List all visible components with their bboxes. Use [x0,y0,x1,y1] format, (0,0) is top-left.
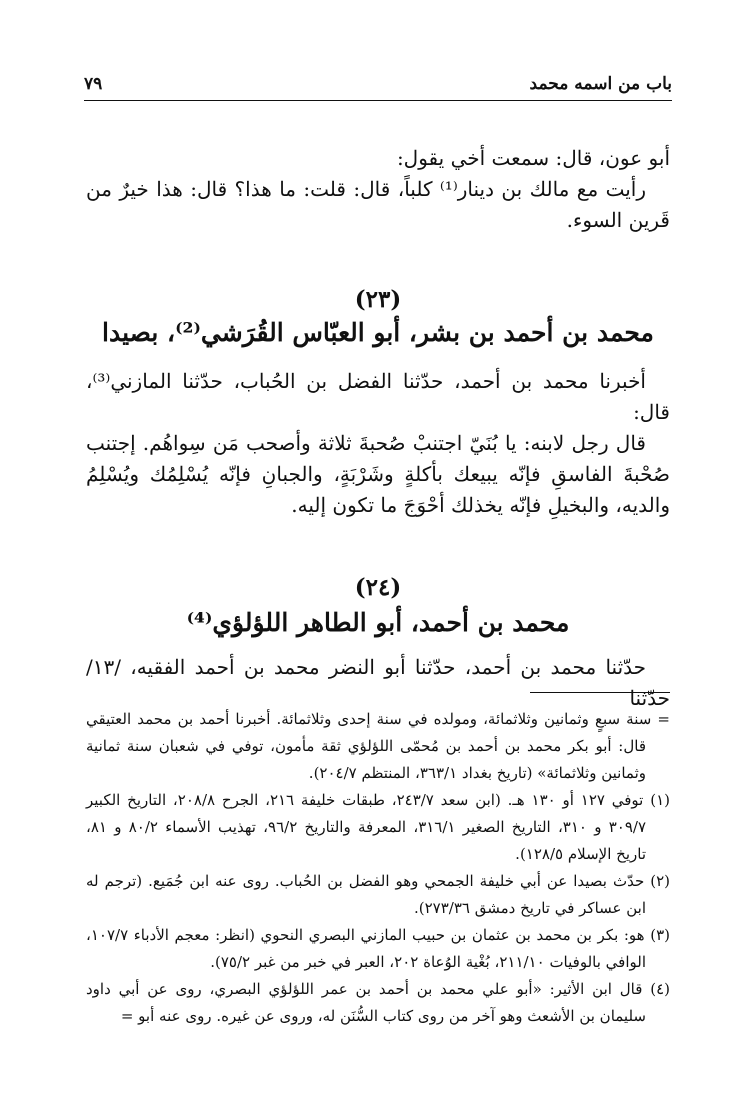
entry-24-number: (٢٤) [354,574,402,601]
footnote-mark: (١) [650,791,670,809]
entry-23-number: (٢٣) [354,286,402,313]
footnote-mark: = [657,710,670,728]
footnote-mark: (٤) [650,980,670,998]
entry-23-text: قال رجل لابنه: يا بُنَيّ اجتنبْ صُحبةَ ثلاثة وأصحب مَن سِواهُم. إجتنب صُحْبةَ الفاسقِ فإنّه يبيعك بأكلةٍ وشَرْبَةٍ، والجبانِ فإنّه يُسْلِمُك ويُسْلِمُ والديه، والبخيلِ فإنّه يخذلك أحْوَجَ ما تكون إليه. [86,431,670,517]
footnote-mark: (٢) [650,872,670,890]
footnote-text: هو: بكر بن محمد بن عثمان بن حبيب المازني البصري النحوي (انظر: معجم الأدباء ١٠٧/٧، الوافي بالوفيات ٢١١/١٠، بُغْية الوُعاة ٢٠٢، العبر في خبر من غبر ٧٥/٢). [86,926,646,971]
entry-23-isnad: أخبرنا محمد بن أحمد، حدّثنا الفضل بن الحُباب، حدّثنا المازني⁽³⁾، قال: [86,369,670,424]
footnote-rule [530,692,670,693]
running-head [84,74,672,98]
entry-24-body [86,652,670,714]
header-rule [84,100,672,101]
page-number: ٧٩ [84,74,103,94]
intro-paragraph: رأيت مع مالك بن دينار⁽¹⁾ كلباً، قال: قلت: ما هذا؟ قال: هذا خيرٌ من قَرين السوء. [86,177,670,232]
chapter-title: باب من اسمه محمد [529,74,672,94]
footnote-text: قال ابن الأثير: «أبو علي محمد بن أحمد بن عمر اللؤلؤي البصري، روى عن أبي داود سليمان بن الأشعث وهو آخر من روى كتاب السُّنَن له، وروى عن غيره. روى عنه أبو = [86,980,646,1025]
entry-23-title: محمد بن أحمد بن بشر، أبو العبّاس القُرَشي⁽²⁾، بصيدا [102,318,654,347]
intro-line: أبو عون، قال: سمعت أخي يقول: [396,146,670,170]
footnote-3 [86,922,670,976]
footnote-text: سنة سبعٍ وثمانين وثلاثمائة، ومولده في سنة إحدى وثلاثمائة. أخبرنا أحمد بن محمد العتيقي قال: أبو بكر محمد بن أحمد بن مُحمّى اللؤلؤي ثقة مأمون، توفي في شعبان سنة ثمانية وثمانين وثلاثمائة» (تاريخ بغداد ٣٦٣/١، المنتظم ٢٠٤/٧). [86,710,652,782]
footnote-1 [86,787,670,868]
entry-24-isnad: حدّثنا محمد بن أحمد، حدّثنا أبو النضر محمد بن أحمد الفقيه، /١٣/ حدّثنا [86,655,670,710]
entry-24-title: محمد بن أحمد، أبو الطاهر اللؤلؤي⁽⁴⁾ [186,608,570,637]
footnote-2 [86,868,670,922]
footnote-mark: (٣) [650,926,670,944]
footnote-text: توفي ١٢٧ أو ١٣٠ هـ. (ابن سعد ٢٤٣/٧، طبقات خليفة ٢١٦، الجرح ٢٠٨/٨، التاريخ الكبير ٣٠٩/٧ و ٣١٠، التاريخ الصغير ٣١٦/١، المعرفة والتاريخ ٩٦/٢، تهذيب الأسماء ٨٠/٢ و ٨١، تاريخ الإسلام ١٢٨/٥). [86,791,647,863]
footnotes [86,706,670,1030]
entry-23-body [86,366,670,521]
intro-block [86,143,670,236]
footnote-continued [86,706,670,787]
footnote-text: حدّث بصيدا عن أبي خليفة الجمحي وهو الفضل بن الحُباب. روى عنه ابن جُمَيع. (ترجم له ابن عساكر في تاريخ دمشق ٢٧٣/٣٦). [86,872,646,917]
footnote-4 [86,976,670,1030]
